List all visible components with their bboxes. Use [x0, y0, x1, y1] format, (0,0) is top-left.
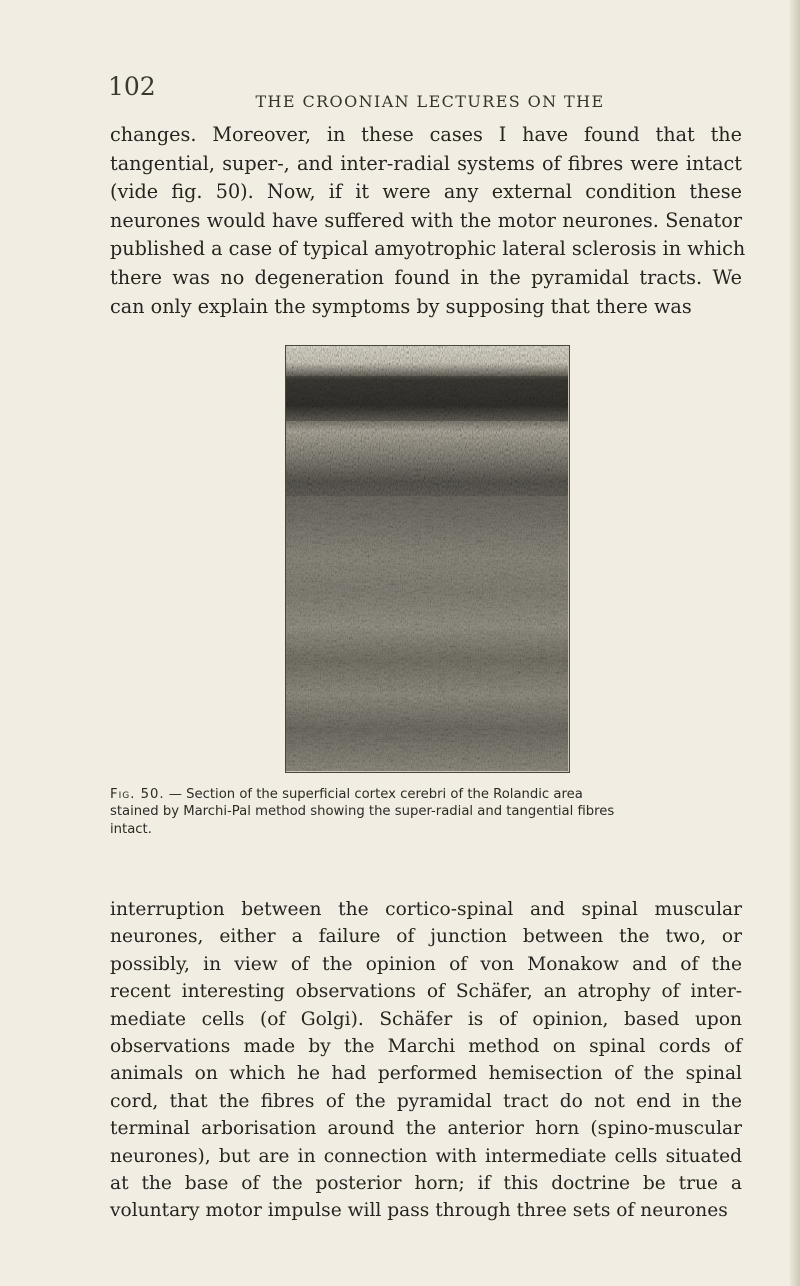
paragraph-top	[110, 121, 746, 321]
running-head: THE CROONIAN LECTURES ON THE	[255, 92, 605, 111]
text-line: possibly, in view of the opinion of von Monakow and of the	[110, 953, 742, 975]
text-line: animals on which he had performed hemisection of the spinal	[110, 1063, 742, 1085]
text-line: published a case of typical amyotrophic lateral sclerosis in which	[110, 237, 746, 261]
caption-line	[110, 786, 742, 803]
page-edge	[790, 0, 800, 1286]
caption-line: intact.	[110, 821, 152, 837]
text-line: terminal arborisation around the anterior horn (spino-muscular	[110, 1118, 742, 1140]
text-line: voluntary motor impulse will pass through three sets of neurones	[110, 1200, 728, 1222]
paragraph-bottom	[110, 896, 742, 1225]
figure-caption	[110, 786, 742, 838]
text-line: tangential, super-, and inter-radial systems of fibres were intact	[110, 151, 742, 175]
text-line: recent interesting observations of Schäfer, an atrophy of inter-	[110, 981, 742, 1003]
text-line: can only explain the symptoms by supposing that there was	[110, 294, 692, 318]
text-line: neurones would have suffered with the motor neurones. Senator	[110, 208, 742, 232]
text-line: mediate cells (of Golgi). Schäfer is of opinion, based upon	[110, 1008, 742, 1030]
text-line: (vide fig. 50). Now, if it were any external condition these	[110, 180, 742, 204]
figure-micrograph	[285, 345, 570, 773]
micrograph-image	[286, 346, 568, 771]
text-line: interruption between the cortico-spinal and spinal muscular	[110, 899, 742, 920]
text-line: neurones), but are in connection with intermediate cells situated	[110, 1145, 742, 1167]
caption-text: — Section of the superficial cortex cerebri of the Rolandic area	[164, 787, 583, 802]
text-line: at the base of the posterior horn; if this doctrine be true a	[110, 1173, 742, 1195]
text-line: neurones, either a failure of junction between the two, or	[110, 926, 742, 948]
text-line: changes. Moreover, in these cases I have found that the	[110, 123, 742, 146]
figure-label: Fig. 50.	[110, 787, 165, 802]
caption-line: stained by Marchi-Pal method showing the super-radial and tangential fibres	[110, 804, 615, 820]
text-line: observations made by the Marchi method on spinal cords of	[110, 1036, 742, 1058]
page-number: 102	[108, 72, 156, 101]
text-line: there was no degeneration found in the pyramidal tracts. We	[110, 265, 742, 289]
text-line: cord, that the fibres of the pyramidal tract do not end in the	[110, 1090, 742, 1112]
